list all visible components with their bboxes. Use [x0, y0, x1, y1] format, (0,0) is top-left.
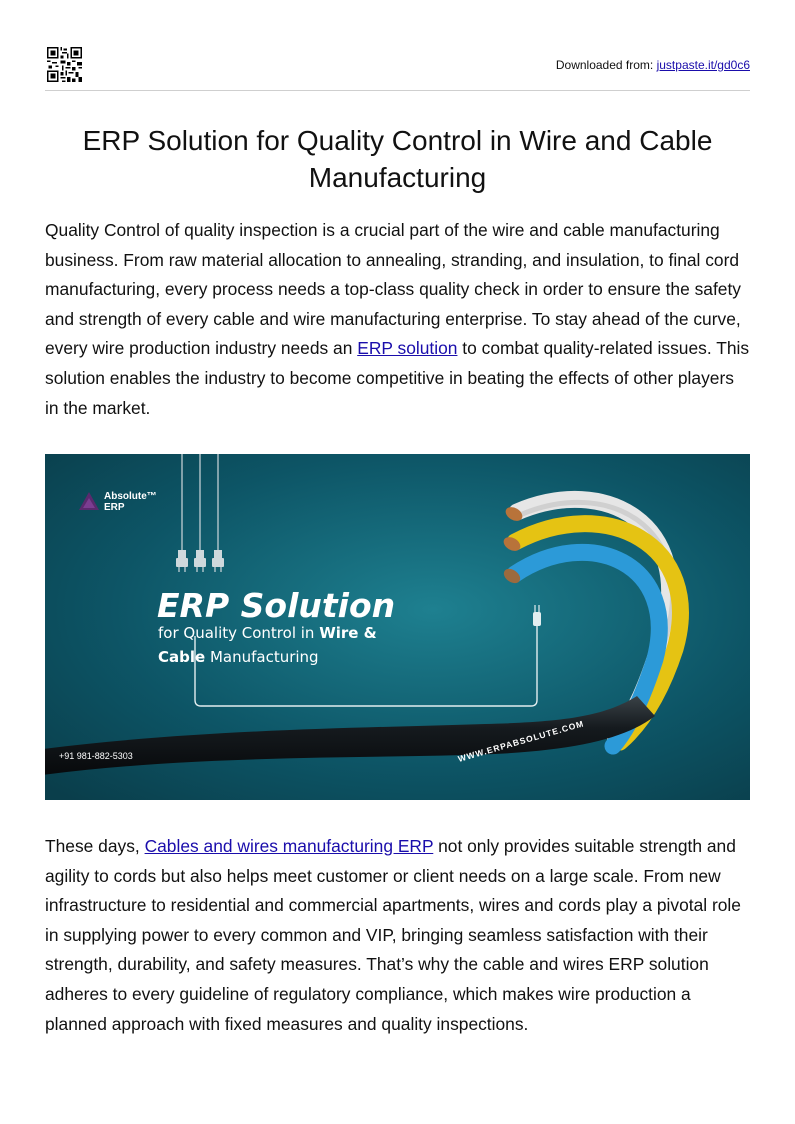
body-paragraph [45, 832, 750, 1039]
banner-website: WWW.ERPABSOLUTE.COM [456, 718, 586, 764]
banner-phone: +91 981-882-5303 [59, 751, 133, 761]
qr-code-icon [47, 47, 82, 82]
intro-text-before: Quality Control of quality inspection is a crucial part of the wire and cable manufacturing business. From raw material allocation to annealing, stranding, and insulation, to final cord manufacturing, every process needs a top-class quality check in order to ensure the safety and strength of every cable and wire manufacturing enterprise. To stay ahead of the curve, every wire production industry needs an [45, 220, 741, 359]
download-label: Downloaded from: [555, 58, 654, 72]
body-text-before: These days, [45, 836, 145, 856]
page-title: ERP Solution for Quality Control in Wire and Cable Manufacturing [82, 125, 713, 193]
banner-headline: ERP Solution [157, 586, 396, 625]
source-link[interactable]: justpaste.it/gd0c6 [656, 58, 750, 72]
download-source [556, 58, 750, 72]
page-header [45, 46, 750, 91]
body-text-after: not only provides suitable strength and agility to cords but also helps meet customer or client needs on a large scale. From new infrastructure to residential and commercial apartments, wires and cords play a pivotal role in supplying power to every common and VIP, bringing seamless satisfaction with their strength, durability, and safety measures. That’s why the cable and wires ERP solution adheres to every guideline of regulatory compliance, which makes wire production a planned approach with fixed measures and quality inspections. [45, 836, 741, 1034]
logo-line2: ERP [104, 502, 125, 513]
banner-subtitle-line1: for Quality Control in Wire & [158, 624, 377, 642]
erp-solution-link[interactable]: ERP solution [357, 338, 458, 359]
banner-subtitle-line2: Cable Manufacturing [158, 648, 319, 666]
logo-line1: Absolute™ [104, 491, 157, 502]
intro-paragraph [45, 216, 750, 423]
intro-text-after: to combat quality-related issues. This solution enables the industry to become competitive in beating the effects of other players in the market. [45, 338, 750, 418]
cables-wires-erp-link[interactable]: Cables and wires manufacturing ERP [144, 836, 434, 856]
erp-banner-image [45, 454, 750, 800]
